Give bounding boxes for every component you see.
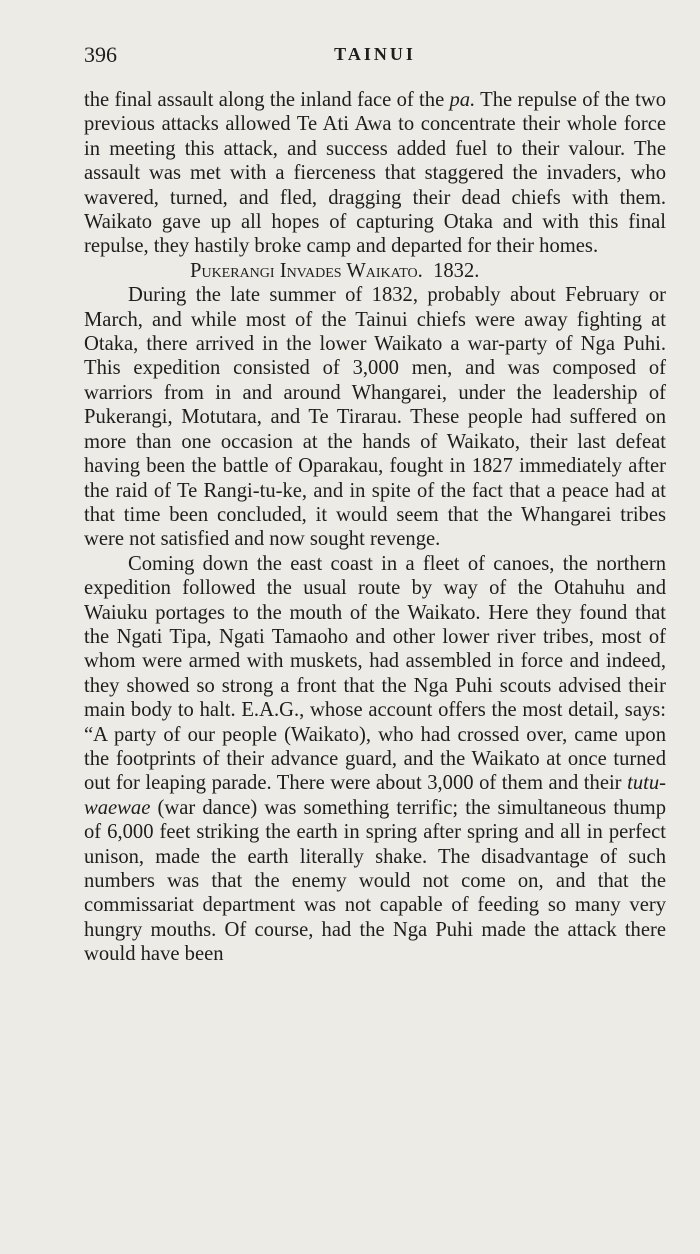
heading-year: 1832.: [433, 259, 480, 282]
paragraph-1: [84, 88, 666, 259]
paragraph-2: During the late summer of 1832, probably about February or March, and while most of the Tainui chiefs were away fighting at Otaka, there arrived in the lower Waikato a war-party of Nga Puhi. This expedition consisted of 3,000 men, and was composed of warriors from in and around Whangarei, under the leadership of Pukerangi, Motutara, and Te Tirarau. These people had suffered on more than one occasion at the hands of Waikato, their last defeat having been the battle of Oparakau, fought in 1827 immediately after the raid of Te Rangi-tu-ke, and in spite of the fact that a peace had at that time been concluded, it would seem that the Whangarei tribes were not satisfied and now sought revenge.: [84, 284, 666, 551]
italic-term: tutu-waewae: [84, 772, 666, 819]
section-heading: [84, 259, 666, 283]
paragraph-text: Coming down the east coast in a fleet of canoes, the northern expedition followed the usual route by way of the Otahuhu and Waiuku portages to the mouth of the Waikato. Here they found that the Ngati Tipa, Ngati Tamaoho and other lower river tribes, most of whom were armed with muskets, had assembled in force and indeed, they showed so strong a front that the Nga Puhi scouts advised their main body to halt. E.A.G., whose account offers the most detail, says: “A party of our people (Waikato), who had crossed over, came upon the footprints of their advance guard, and the Waikato at once turned out for leaping parade. There were about 3,000 of them and their: [84, 552, 666, 795]
heading-title: Pukerangi Invades Waikato.: [190, 259, 423, 282]
page-header: [84, 42, 666, 72]
paragraph-3: [84, 552, 666, 967]
paragraph-text: The repulse of the two previous attacks allowed Te Ati Awa to concentrate their whole force in meeting this attack, and success added fuel to their valour. The assault was met with a fierceness that staggered the invaders, who wavered, turned, and fled, dragging their dead chiefs with them. Waikato gave up all hopes of capturing Otaka and with this final repulse, they hastily broke camp and departed for their homes.: [84, 89, 666, 258]
running-title: TAINUI: [334, 44, 416, 64]
italic-term: pa.: [449, 89, 476, 111]
page-body: [84, 88, 666, 967]
page-number: 396: [84, 42, 117, 67]
paragraph-text: (war dance) was something terrific; the simultaneous thump of 6,000 feet striking the earth in spring after spring and all in perfect unison, made the earth literally shake. The disadvantage of such numbers was that the enemy would not come on, and that the commissariat department was not capable of feeding so many very hungry mouths. Of course, had the Nga Puhi made the attack there would have been: [84, 796, 666, 966]
paragraph-text: the final assault along the inland face of the: [84, 89, 450, 111]
